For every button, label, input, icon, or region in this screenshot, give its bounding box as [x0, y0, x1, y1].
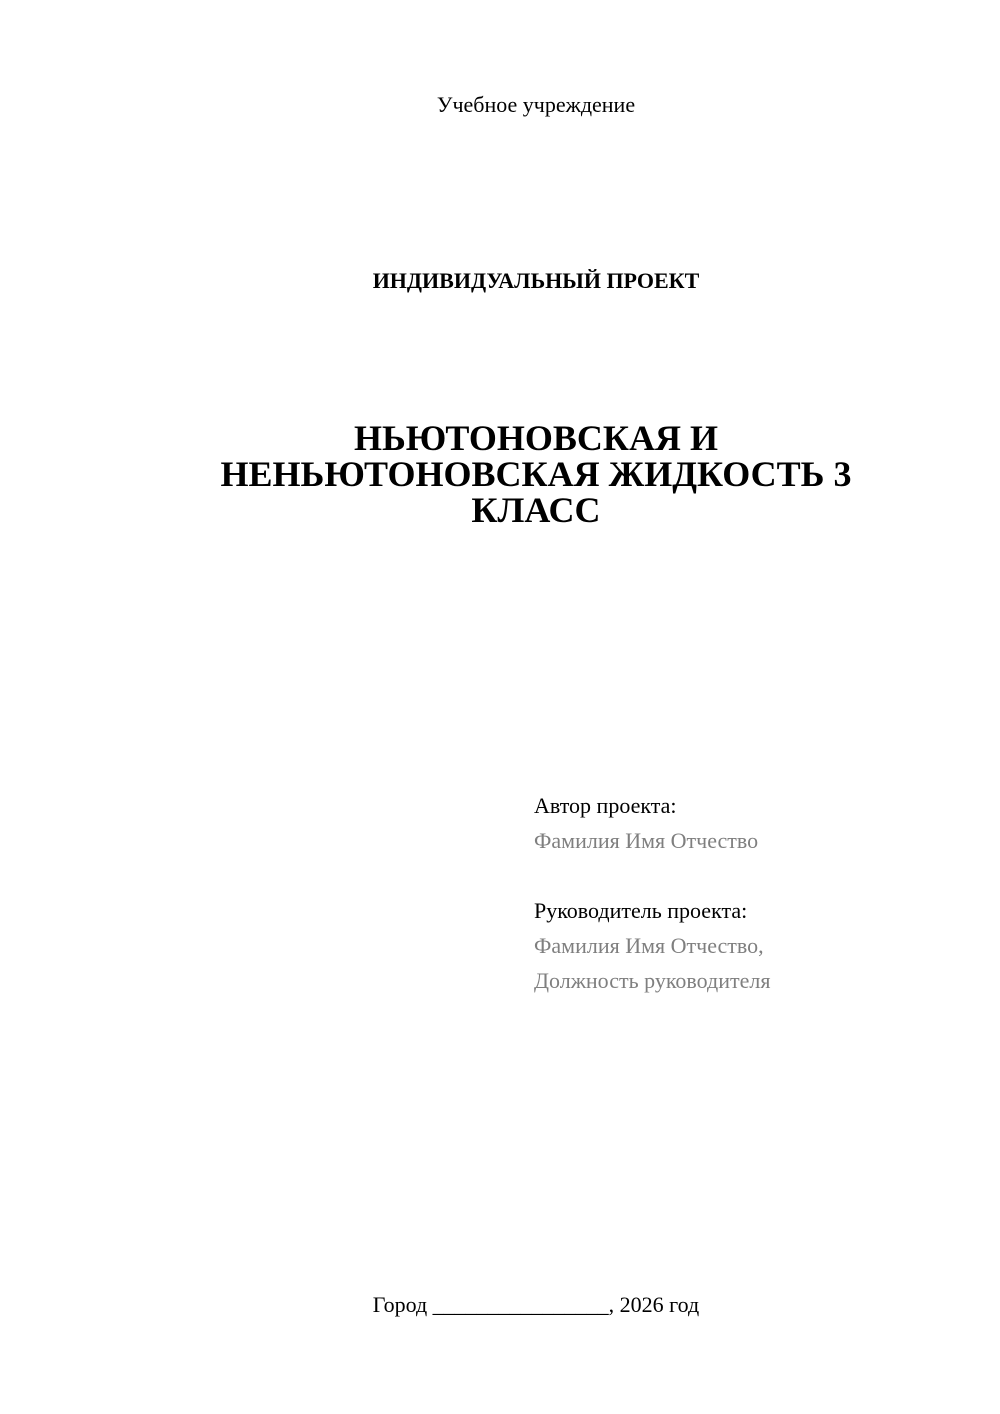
project-title [200, 420, 872, 528]
project-title-line: НЕНЬЮТОНОВСКАЯ ЖИДКОСТЬ 3 [220, 454, 852, 494]
author-block [534, 788, 974, 858]
supervisor-name-placeholder: Фамилия Имя Отчество, [534, 933, 764, 958]
project-type-heading: ИНДИВИДУАЛЬНЫЙ ПРОЕКТ [372, 268, 700, 293]
author-name-placeholder: Фамилия Имя Отчество [534, 828, 759, 853]
author-label: Автор проекта: [534, 793, 677, 818]
supervisor-label: Руководитель проекта: [534, 898, 748, 923]
city-year-line: Город ________________, 2026 год [372, 1292, 700, 1317]
project-title-line: НЬЮТОНОВСКАЯ И [353, 418, 719, 458]
supervisor-block [534, 893, 974, 998]
institution-name: Учебное учреждение [436, 92, 636, 117]
project-title-line: КЛАСС [471, 490, 601, 530]
supervisor-position-placeholder: Должность руководителя [534, 968, 771, 993]
